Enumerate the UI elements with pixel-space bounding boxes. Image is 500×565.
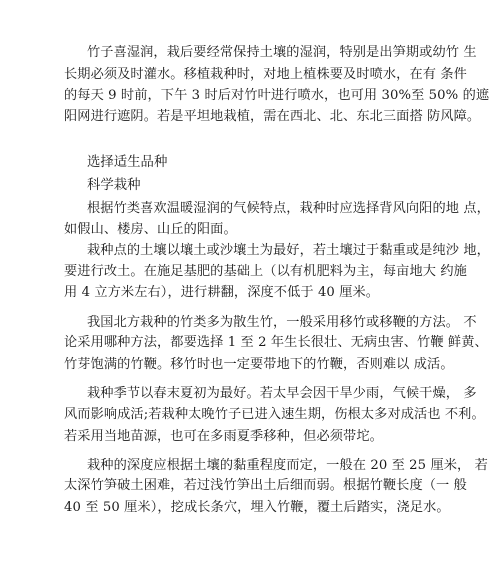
paragraph-line: 太深竹笋破土困难，若过浅竹笋出土后细而弱。根据竹鞭长度（一 般 <box>64 478 467 494</box>
paragraph-line: 栽种的深度应根据土壤的黏重程度而定，一般在 20 至 25 厘米， 若 <box>87 457 488 473</box>
paragraph-line: 竹芽饱满的竹鞭。移竹时也一定要带地下的竹鞭，否则难以 成活。 <box>64 356 454 372</box>
heading-select-species: 选择适生品种 <box>87 154 168 170</box>
paragraph-line: 论采用哪种方法，都要选择 1 至 2 年生长很壮、无病虫害、竹鞭 鲜黄、 <box>64 335 488 351</box>
paragraph-line: 根据竹类喜欢温暖湿润的气候特点，栽种时应选择背风向阳的地 点， <box>87 201 490 217</box>
paragraph-line: 要进行改土。在施足基肥的基础上（以有机肥料为主，每亩地大 约施 <box>64 263 467 279</box>
paragraph-line: 如假山、楼房、山丘的阳面。 <box>64 222 237 238</box>
paragraph-line: 40 至 50 厘米），挖成长条穴，埋入竹鞭，覆土后踏实，浇足水。 <box>64 500 450 515</box>
paragraph-line: 的每天 9 时前，下午 3 时后对竹叶进行喷水，也可用 30%至 50% 的遮 <box>64 88 490 104</box>
paragraph-line: 我国北方栽种的竹类多为散生竹，一般采用移竹或移鞭的方法。 不 <box>87 314 477 330</box>
paragraph-line: 栽种季节以春末夏初为最好。若太早会因干旱少雨，气候干燥， 多 <box>87 386 477 401</box>
paragraph-line: 栽种点的土壤以壤土或沙壤土为最好，若土壤过于黏重或是纯沙 地， <box>87 243 490 258</box>
paragraph-line: 若采用当地苗源，也可在多雨夏季移种，但必须带坨。 <box>64 428 383 444</box>
paragraph-line: 用 4 立方米左右），进行耕翻，深度不低于 40 厘米。 <box>64 285 380 301</box>
paragraph-line: 竹子喜湿润，栽后要经常保持土壤的湿润，特别是出笋期或幼竹 生 <box>87 45 477 60</box>
paragraph-line: 长期必须及时灌水。移植栽种时，对地上植株要及时喷水，在有 条件 <box>64 66 467 82</box>
heading-scientific-planting: 科学栽种 <box>87 178 141 194</box>
paragraph-line: 风而影响成活;若栽种太晚竹子已进入速生期，伤根太多对成活也 不利。 <box>64 406 485 422</box>
paragraph-line: 阳网进行遮阴。若是平坦地栽植，需在西北、北、东北三面搭 防风障。 <box>64 109 481 124</box>
